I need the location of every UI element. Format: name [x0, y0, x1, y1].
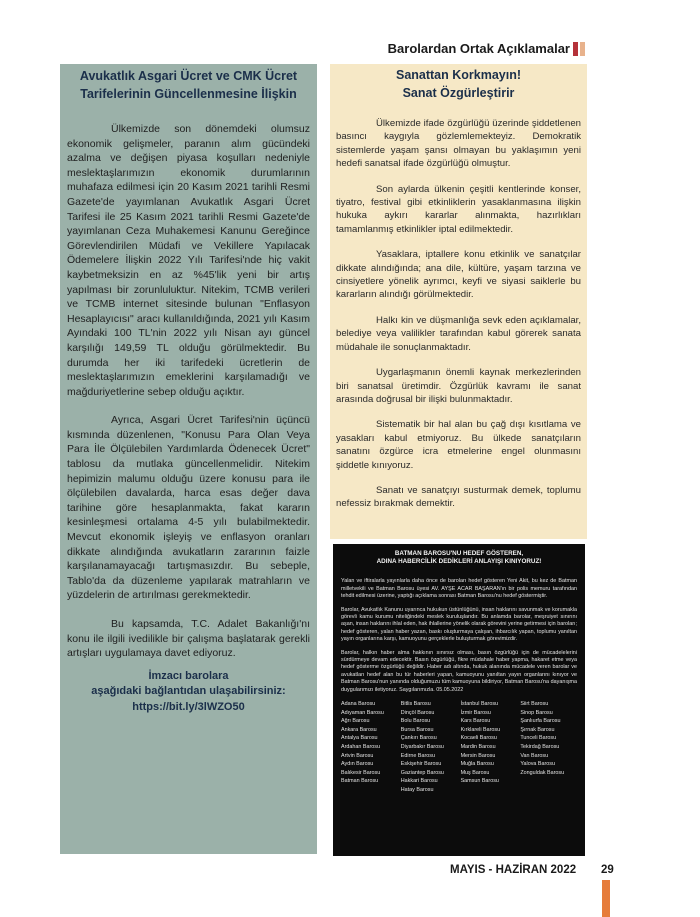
- bar-name: Diyarbakır Barosu: [400, 744, 444, 751]
- notice-paragraph: Barolar, Avukatlık Kanunu uyarınca hukukun üstünlüğünü, insan haklarını savunmak ve korumakla görevli kamu kurumu niteliğindeki meslek kuruluşlarıdır. Bu anlamda barolar, meşruiyet sınırını aşan, insan haklarını ihlal eden, hak ihlallerine yönelik olarak görevini yerine getirmesi için baroları; hedef gösteren, yalan haber yazan, baskı oluşturmaya çalışan, ihbarcılık yapan, toplumu yanıltan yayın organlarına karşı, kamuoyunu gerçeklerle buluşturmak görevimizdir.: [341, 606, 577, 643]
- bar-name: Artvin Barosu: [341, 752, 374, 759]
- bar-name: Batman Barosu: [341, 778, 379, 785]
- bar-name: İstanbul Barosu: [460, 701, 499, 708]
- paragraph: Son aylarda ülkenin çeşitli kentlerinde konser, tiyatro, festival gibi etkinliklerin yasaklanmasına ilişkin hukuka aykırı kararlar alınmakta, hazırlıkları tamamlanmış etkinlikler iptal edilmektedir.: [336, 183, 581, 235]
- bar-name: Hatay Barosu: [400, 787, 434, 794]
- bar-name: Ardahan Barosu: [341, 744, 380, 751]
- bar-name: Zonguldak Barosu: [520, 769, 565, 776]
- header-accent-bar: [580, 42, 585, 56]
- bar-name: Edirne Barosu: [400, 752, 435, 759]
- bar-name: Ankara Barosu: [341, 726, 377, 733]
- bar-name: Mardin Barosu: [460, 744, 496, 751]
- bar-name: Bolu Barosu: [400, 718, 431, 725]
- art-freedom-article: [330, 64, 587, 539]
- bar-name: Kocaeli Barosu: [460, 735, 497, 742]
- bar-name: Mersin Barosu: [460, 752, 496, 759]
- bar-name: Dinçöl Barosu: [400, 709, 435, 716]
- bar-name: Aydın Barosu: [341, 761, 374, 768]
- bar-name: Bursa Barosu: [400, 726, 434, 733]
- bar-column: [341, 700, 398, 795]
- bar-name: Muğla Barosu: [460, 761, 494, 768]
- bar-name: Yalova Barosu: [520, 761, 556, 768]
- bar-name: Hakkari Barosu: [400, 778, 438, 785]
- paragraph: Yasaklara, iptallere konu etkinlik ve sanatçılar dikkate alındığında; ana dile, kültüre, yaşam tarzına ve cinsiyetlere yönelik ayrımcı, keyfi ve siyasi saiklerle bu kararların alındığı görülmektedir.: [336, 249, 581, 301]
- bar-name: Van Barosu: [520, 752, 549, 759]
- section-title: Barolardan Ortak Açıklamalar: [387, 41, 570, 56]
- bar-name: Samsun Barosu: [460, 778, 499, 785]
- bar-name: Sinop Barosu: [520, 709, 553, 716]
- signatories-note: İmzacı barolara aşağıdaki bağlantıdan ulaşabilirsiniz: https://bit.ly/3lWZO50: [91, 669, 286, 713]
- bar-name: Gaziantep Barosu: [400, 769, 444, 776]
- bar-name: Şanlıurfa Barosu: [520, 718, 561, 725]
- footer-accent-bar: [602, 880, 610, 917]
- bar-name: İzmir Barosu: [460, 709, 491, 716]
- paragraph: Sistematik bir hal alan bu çağ dışı kısıtlama ve yasakları kabul etmiyoruz. Bu ülkede sanatçıların sanatını özgürce icra etmelerine engel olunmasını şiddetle kınıyoruz.: [336, 419, 581, 471]
- paragraph: Bu kapsamda, T.C. Adalet Bakanlığı'nı konu ile ilgili ivedilikle bir çalışma başlatarak gerekli artışları uygulamaya davet ediyoruz.: [67, 618, 310, 660]
- paragraph: Ülkemizde son dönemdeki olumsuz ekonomik gelişmeler, paranın alım gücündeki azalma ve değişen piyasa koşulları nedeniyle meslektaşlarımızın ekonomik durumlarının muhafaza edilmesi için 20 Kasım 2021 tarihli Resmi Gazete'de yayımlanan Avukatlık Asgari Ücret Tarifesi ile 25 Kasım 2021 tarihli Resmi Gazete'de yayımlanan Ceza Muhakemesi Kanunu Gereğince Görevlendirilen Müdafi ve Vekillere Yapılacak Ödemelere İlişkin 2022 Yılı Tarifesi'nde hiç vakit kaybetmeksizin en az %45'lik yeni bir artış yapılması bir zorunluluktur. Nitekim, TCMB verileri ve TCMB internet sitesinde bulunan "Enflasyon Hesaplayıcısı" aracı kullanıldığında, 2021 yılı Kasım Ayındaki 100 TL'nin 2022 yılı Nisan ayı güncel karşılığı 149,59 TL olduğu görülmektedir. Bu durumda her iki tarifedeki ücretlerin de meslektaşlarımızın emeklerini karşılamadığı ve mağduriyetlerine sebep olduğu açıktır.: [67, 123, 310, 398]
- bar-name: Kırklareli Barosu: [460, 726, 501, 733]
- bar-column: [461, 700, 518, 795]
- paragraph: Sanatı ve sanatçıyı susturmak demek, toplumu nefessiz bırakmak demektir.: [336, 484, 581, 510]
- bar-name: Adana Barosu: [341, 701, 376, 708]
- signatory-bars: [341, 700, 577, 795]
- article-title: Avukatlık Asgari Ücret ve CMK Ücret Tarifelerinin Güncellenmesine İlişkin: [79, 69, 298, 101]
- signatories-link[interactable]: https://bit.ly/3lWZO50: [132, 700, 245, 713]
- bar-name: Tunceli Barosu: [520, 735, 557, 742]
- bar-name: Balıkesir Barosu: [341, 769, 381, 776]
- paragraph: Ayrıca, Asgari Ücret Tarifesi'nin üçüncü kısmında düzenlenen, "Konusu Para Olan Veya Para İle Ölçülebilen Yardımlarda Ödenecek Ücret" tablosu da mutlaka güncellenmelidir. Nitekim hepimizin malumu olduğu üzere konusu para ile ölçülebilen davalarda, harca esas değer dava tarihine göre hesaplanmakta, fakat kararın kesinleşmesi ortalama 4-5 yılı bulabilmektedir. Mevcut ekonomik işleyiş ve enflasyon oranları dikkate alındığında avukatların zararının faizle karşılanamayacağı tartışmasızdır. Bu sebeple, Tablo'da da düzenleme yapılarak matrahların ve yüzdelerin de artırılması gerekmektedir.: [67, 414, 310, 602]
- bar-name: Bitlis Barosu: [400, 701, 431, 708]
- fee-tariff-article: [60, 64, 317, 854]
- paragraph: Uygarlaşmanın önemli kaynak merkezlerinden biri sanatsal üretimdir. Özgürlük kavramı ile sanat arasında doğrusal bir ilişki bulunmaktadır.: [336, 367, 581, 405]
- bar-column: [520, 700, 577, 795]
- notice-paragraph: Barolar, halkın haber alma hakkının sınırsız olması, basın özgürlüğü için de mücadelelerini sürdürmeye devam edecektir. Basın özgürlüğü, fikre müdahale haber yapma, hakaret etme veya hedef gösterme özgürlüğü değildir. Haber adı altında, hukuk alanında mücadele veren barolar ve avukatları hedef alan bu tür haberleri yapan, kamuoyunu yanıltan yayın organlarını kınıyor ve Batman Barosu'nun yanında olduğumuzu tüm kamuoyuna bildiriyor, Batman Barosu'na dayanışma duygularımızı iletiyoruz. Saygılarımızla. 05.05.2022: [341, 649, 577, 693]
- article-body: [67, 122, 310, 661]
- article-body: [336, 117, 581, 511]
- issue-label: MAYIS - HAZİRAN 2022: [450, 864, 577, 876]
- bar-name: Eskişehir Barosu: [400, 761, 442, 768]
- bar-name: Adıyaman Barosu: [341, 709, 384, 716]
- notice-title: BATMAN BAROSU'NU HEDEF GÖSTEREN, ADINA HABERCİLİK DEDİKLERİ ANLAYIŞI KINIYORUZ!: [376, 550, 542, 566]
- batman-bar-notice: [333, 544, 585, 856]
- bar-name: Tekirdağ Barosu: [520, 744, 560, 751]
- bar-name: Antalya Barosu: [341, 735, 378, 742]
- header-accent-bar: [573, 42, 578, 56]
- notice-paragraph: Yalan ve iftiralarla yayınlarla daha önce de baroları hedef gösteren Yeni Akit, bu kez de Batman milletvekili ve Batman Barosu üyesi AV. AYŞE ACAR BAŞARAN'ın bir polis memuru tarafından tehdit edilmesi üzerine, yaptığı açıklama sonrası Batman Barosu'nu hedef göstermiştir.: [341, 578, 577, 600]
- bar-name: Muş Barosu: [460, 769, 490, 776]
- bar-name: Çankırı Barosu: [400, 735, 437, 742]
- bar-name: Şırnak Barosu: [520, 726, 555, 733]
- bar-name: Kars Barosu: [460, 718, 491, 725]
- bar-name: Ağrı Barosu: [341, 718, 370, 725]
- page-number: 29: [601, 864, 614, 876]
- paragraph: Halkı kin ve düşmanlığa sevk eden açıklamalar, belediye veya valilikler tarafından kabul görerek sanata müdahale ile sonuçlanmaktadır.: [336, 314, 581, 353]
- bar-column: [401, 700, 458, 795]
- paragraph: Ülkemizde ifade özgürlüğü üzerinde şiddetlenen basıncı kaygıyla gözlemlemekteyiz. Demokratik sistemlerde yaşam şansı olmayan bu yaklaşımın yeni hedefi sanatsal ifade özgürlüğü olmuştur.: [336, 118, 581, 170]
- bar-name: Siirt Barosu: [520, 701, 549, 708]
- article-title: Sanattan Korkmayın! Sanat Özgürleştirir: [395, 68, 522, 100]
